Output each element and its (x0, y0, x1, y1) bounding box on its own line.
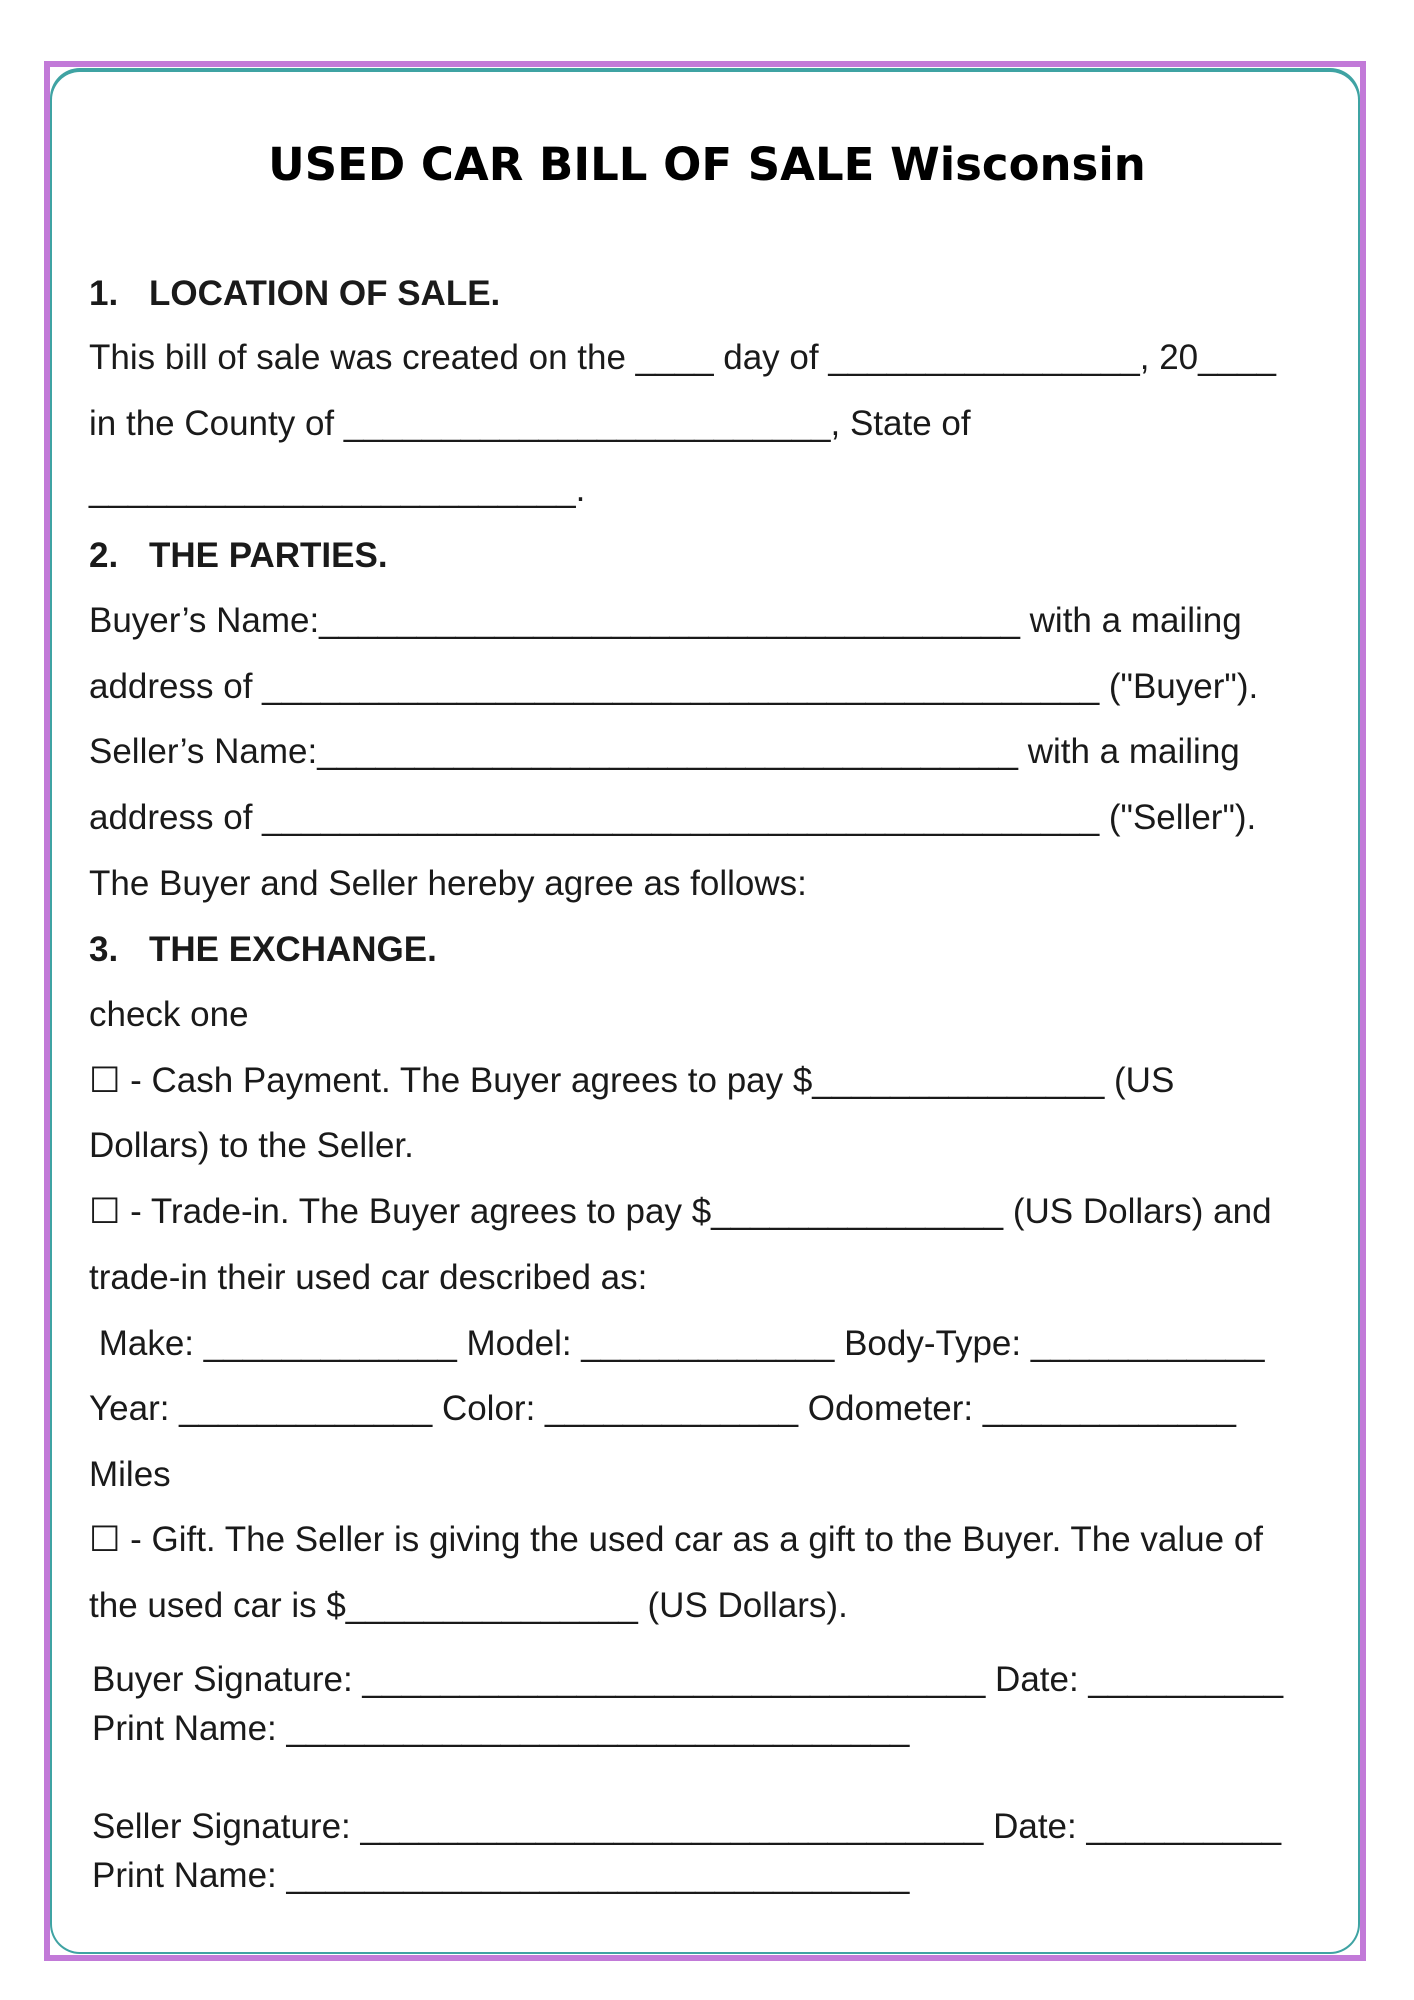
county-state-line: in the County of _________________________, State of (89, 404, 971, 443)
buyer-name-line: Buyer’s Name:____________________________________ with a mailing (89, 601, 1242, 640)
section-title: LOCATION OF SALE. (149, 274, 501, 313)
section-number: 1. (89, 274, 119, 313)
buyer-signature-line: Buyer Signature: ________________________________ Date: __________ (92, 1660, 1284, 1699)
cash-payment-cont: Dollars) to the Seller. (89, 1126, 414, 1165)
document-title: USED CAR BILL OF SALE Wisconsin (268, 138, 1146, 191)
state-blank-line: _________________________. (89, 470, 586, 509)
buyer-address-line: address of ___________________________________________ ("Buyer"). (89, 667, 1259, 706)
gift-option: ☐ - Gift. The Seller is giving the used car as a gift to the Buyer. The value of (89, 1520, 1264, 1559)
trade-in-cont: trade-in their used car described as: (89, 1258, 648, 1297)
section-heading-exchange (89, 932, 437, 967)
check-one-label: check one (89, 995, 249, 1034)
section-title: THE EXCHANGE. (149, 930, 437, 969)
seller-signature-line: Seller Signature: ________________________________ Date: __________ (92, 1807, 1282, 1846)
buyer-print-name-line: Print Name: ________________________________ (92, 1709, 910, 1748)
seller-name-line: Seller’s Name:____________________________________ with a mailing (89, 732, 1240, 771)
agreement-line: The Buyer and Seller hereby agree as follows: (89, 864, 807, 903)
miles-label: Miles (89, 1455, 171, 1494)
cash-payment-option: ☐ - Cash Payment. The Buyer agrees to pay $_______________ (US (89, 1061, 1175, 1100)
date-of-sale-line: This bill of sale was created on the ____ day of ________________, 20____ (89, 338, 1277, 377)
section-heading-location (89, 276, 500, 311)
section-heading-parties (89, 538, 388, 573)
make-model-body-line: Make: _____________ Model: _____________ Body-Type: ____________ (89, 1324, 1265, 1363)
section-title: THE PARTIES. (149, 536, 388, 575)
trade-in-option: ☐ - Trade-in. The Buyer agrees to pay $_______________ (US Dollars) and (89, 1192, 1272, 1231)
section-number: 3. (89, 930, 119, 969)
seller-address-line: address of ___________________________________________ ("Seller"). (89, 798, 1257, 837)
section-number: 2. (89, 536, 119, 575)
seller-print-name-line: Print Name: ________________________________ (92, 1856, 910, 1895)
gift-option-cont: the used car is $_______________ (US Dollars). (89, 1586, 848, 1625)
year-color-odometer-line: Year: _____________ Color: _____________ Odometer: _____________ (89, 1389, 1236, 1428)
